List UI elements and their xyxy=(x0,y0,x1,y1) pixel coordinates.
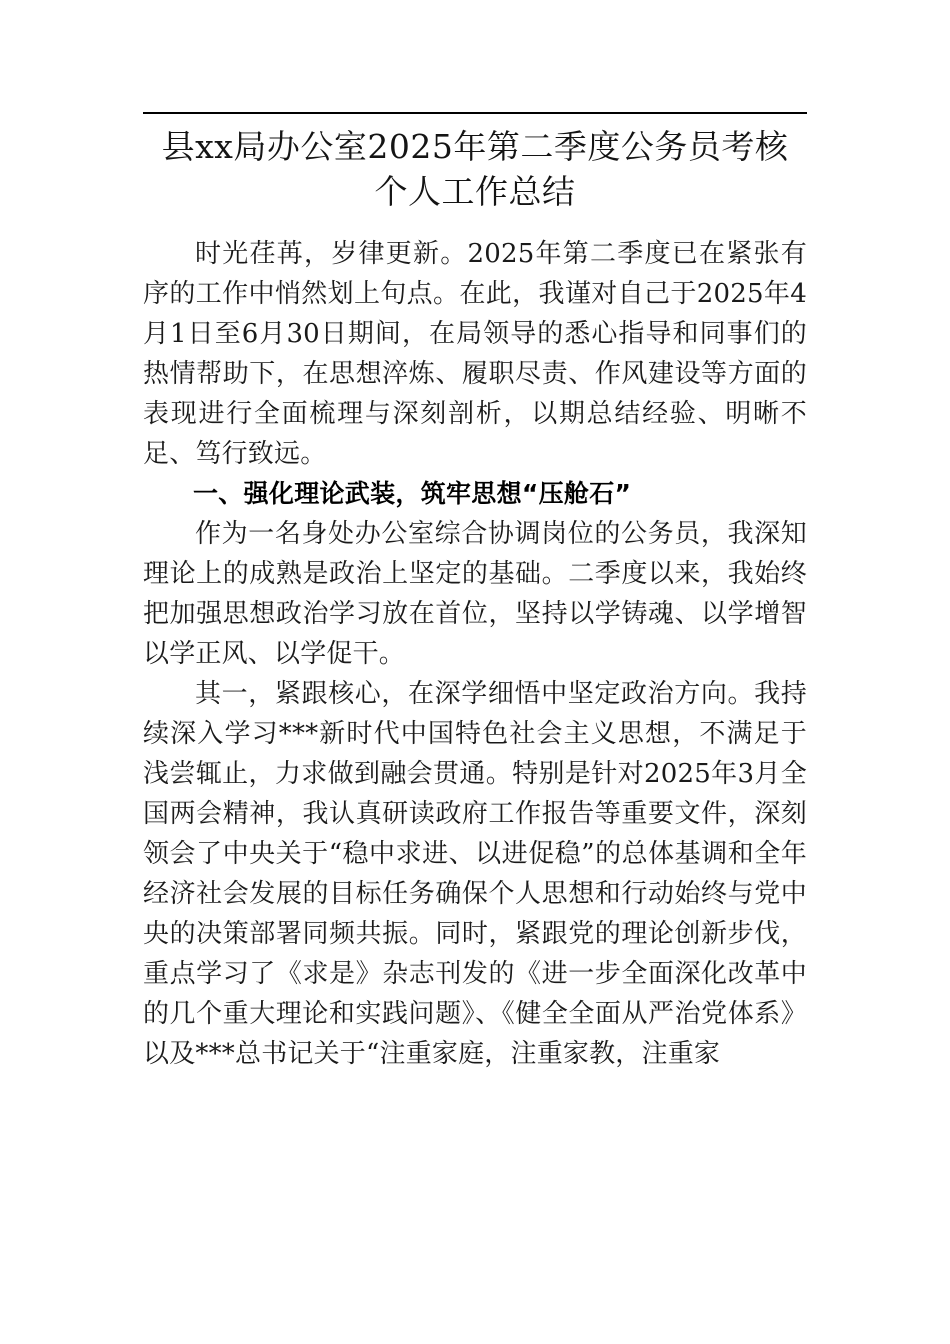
document-content xyxy=(143,124,807,1074)
page-title-line-1: 县xx局办公室2025年第二季度公务员考核 xyxy=(161,127,789,166)
body-paragraph-1: 时光荏苒，岁律更新。2025年第二季度已在紧张有序的工作中悄然划上句点。在此，我谨对自己于2025年4月1日至6月30日期间，在局领导的悉心指导和同事们的热情帮助下，在思想淬炼、履职尽责、作风建设等方面的表现进行全面梳理与深刻剖析，以期总结经验、明晰不足、笃行致远。 xyxy=(143,239,807,469)
section-heading-1: 一、强化理论武装，筑牢思想“压舱石” xyxy=(193,479,632,508)
document-body xyxy=(143,234,807,1074)
body-paragraph-3: 其一，紧跟核心，在深学细悟中坚定政治方向。我持续深入学习***新时代中国特色社会主义思想，不满足于浅尝辄止，力求做到融会贯通。特别是针对2025年3月全国两会精神，我认真研读政府工作报告等重要文件，深刻领会了中央关于“稳中求进、以进促稳”的总体基调和全年经济社会发展的目标任务确保个人思想和行动始终与党中央的决策部署同频共振。同时，紧跟党的理论创新步伐，重点学习了《求是》杂志刊发的《进一步全面深化改革中的几个重大理论和实践问题》、《健全全面从严治党体系》以及***总书记关于“注重家庭，注重家教，注重家 xyxy=(143,679,807,1069)
header-divider-rule xyxy=(143,112,807,114)
body-paragraph-2: 作为一名身处办公室综合协调岗位的公务员，我深知理论上的成熟是政治上坚定的基础。二季度以来，我始终把加强思想政治学习放在首位，坚持以学铸魂、以学增智以学正风、以学促干。 xyxy=(143,519,807,669)
page-title xyxy=(143,124,807,214)
page-title-line-2: 个人工作总结 xyxy=(374,172,576,211)
